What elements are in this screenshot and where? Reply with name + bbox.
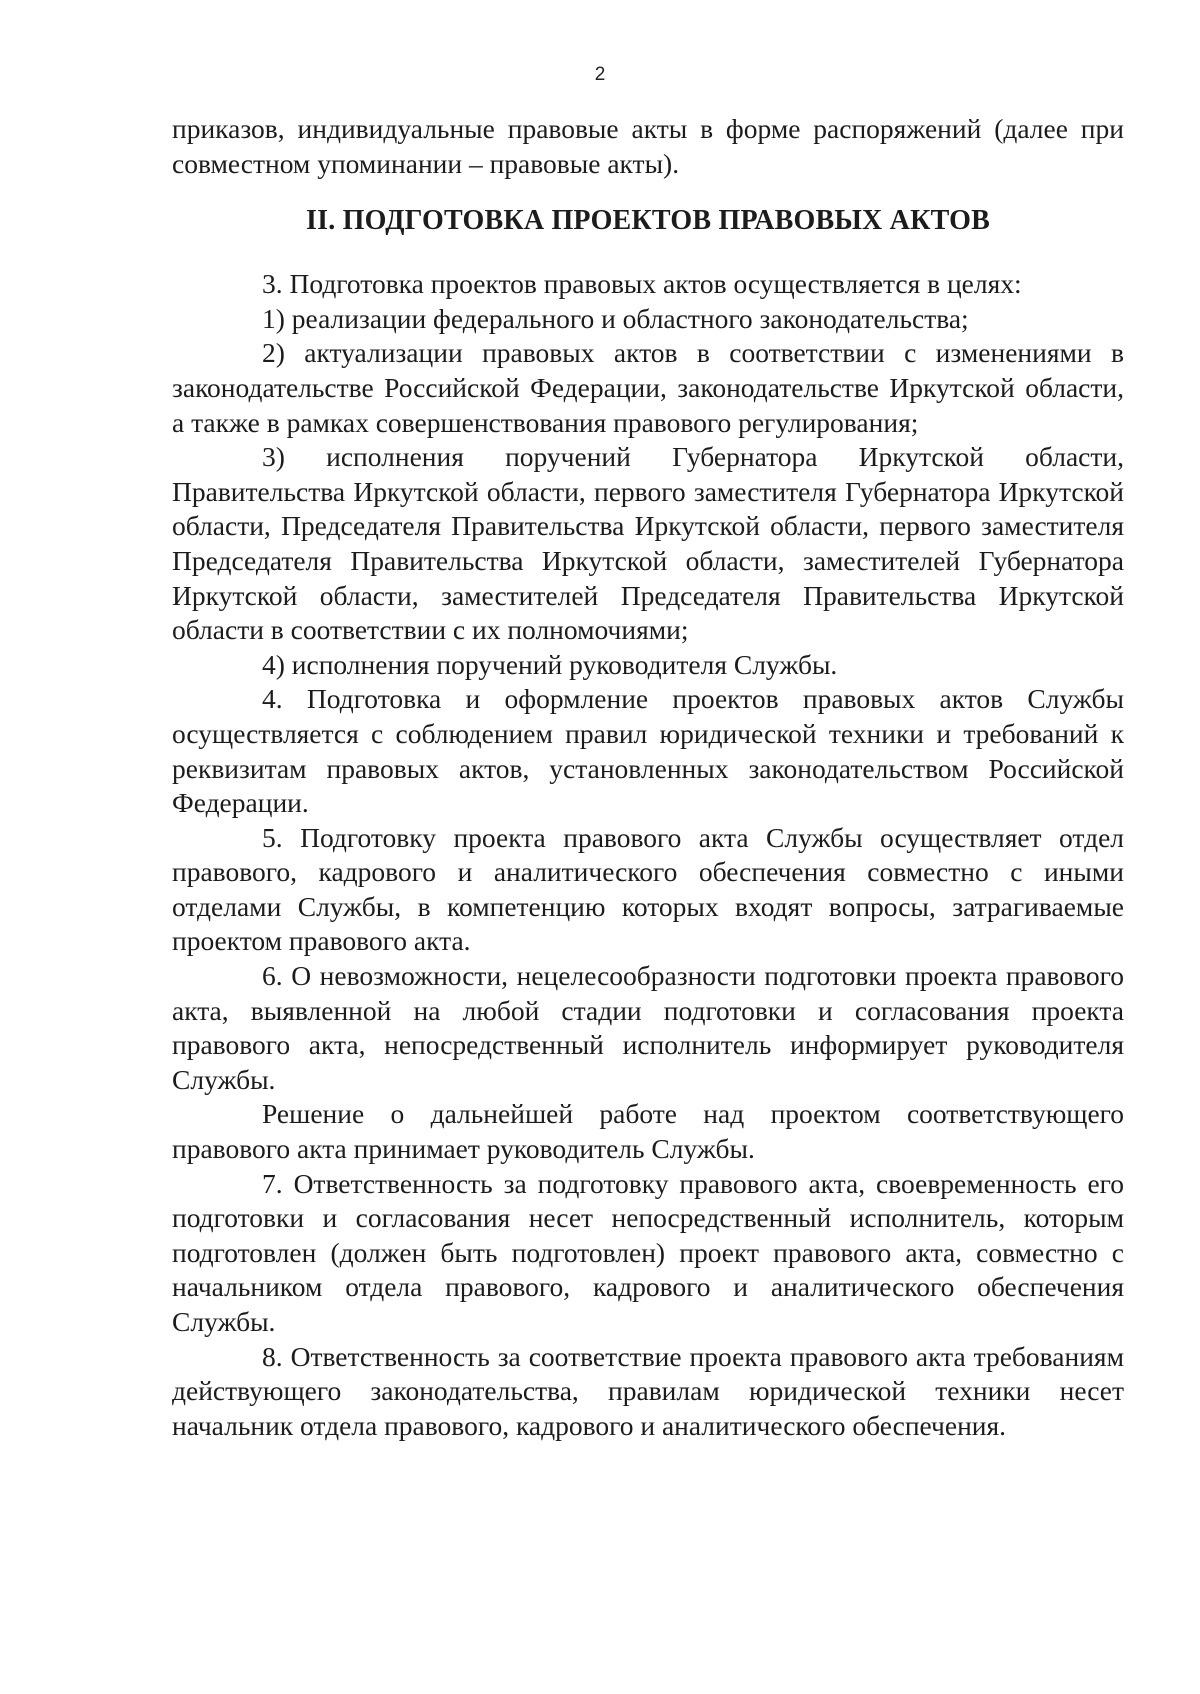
section-heading: II. ПОДГОТОВКА ПРОЕКТОВ ПРАВОВЫХ АКТОВ bbox=[306, 205, 990, 237]
paragraph-6: 6. О невозможности, нецелесообразности подготовки проекта правового акта, выявленной на любой стадии подготовки и согласования проекта правового акта, непосредственный исполнитель информирует руководителя Службы. bbox=[172, 960, 1124, 1095]
intro-paragraph: приказов, индивидуальные правовые акты в форме распоряжений (далее при совместном упоминании – правовые акты). bbox=[172, 113, 1124, 179]
paragraph-7: 7. Ответственность за подготовку правового акта, своевременность его подготовки и согласования несет непосредственный исполнитель, которым подготовлен (должен быть подготовлен) проект правового акта, совместно с начальником отдела правового, кадрового и аналитического обеспечения Службы. bbox=[172, 1167, 1124, 1337]
document-body bbox=[172, 112, 1124, 1443]
paragraph-3-item-1: 1) реализации федерального и областного законодательства; bbox=[262, 302, 969, 334]
paragraph-6-decision: Решение о дальнейшей работе над проектом соответствующего правового акта принимает руководитель Службы. bbox=[172, 1098, 1124, 1165]
paragraph-8: 8. Ответственность за соответствие проекта правового акта требованиям действующего законодательства, правилам юридической техники несет начальник отдела правового, кадрового и аналитического обеспечения. bbox=[172, 1340, 1124, 1441]
paragraph-4: 4. Подготовка и оформление проектов правовых актов Службы осуществляется с соблюдением правил юридической техники и требований к реквизитам правовых актов, установленных законодательством Российской Федерации. bbox=[172, 683, 1124, 819]
page-number: 2 bbox=[594, 64, 606, 85]
paragraph-5: 5. Подготовку проекта правового акта Службы осуществляет отдел правового, кадрового и аналитического обеспечения совместно с иными отделами Службы, в компетенцию которых входят вопросы, затрагиваемые проектом правового акта. bbox=[172, 821, 1124, 957]
paragraph-3-item-3: 3) исполнения поручений Губернатора Иркутской области, Правительства Иркутской области, первого заместителя Губернатора Иркутской области, Председателя Правительства Иркутской области, первого заместителя Председателя Правительства Иркутской области, заместителей Губернатора Иркутской области, заместителей Председателя Правительства Иркутской области в соответствии с их полномочиями; bbox=[172, 441, 1124, 646]
paragraph-3-item-2: 2) актуализации правовых актов в соответствии с изменениями в законодательстве Российской Федерации, законодательстве Иркутской области, а также в рамках совершенствования правового регулирования; bbox=[172, 337, 1124, 438]
paragraph-3: 3. Подготовка проектов правовых актов осуществляется в целях: bbox=[262, 268, 1022, 300]
paragraph-3-item-4: 4) исполнения поручений руководителя Службы. bbox=[262, 648, 838, 680]
